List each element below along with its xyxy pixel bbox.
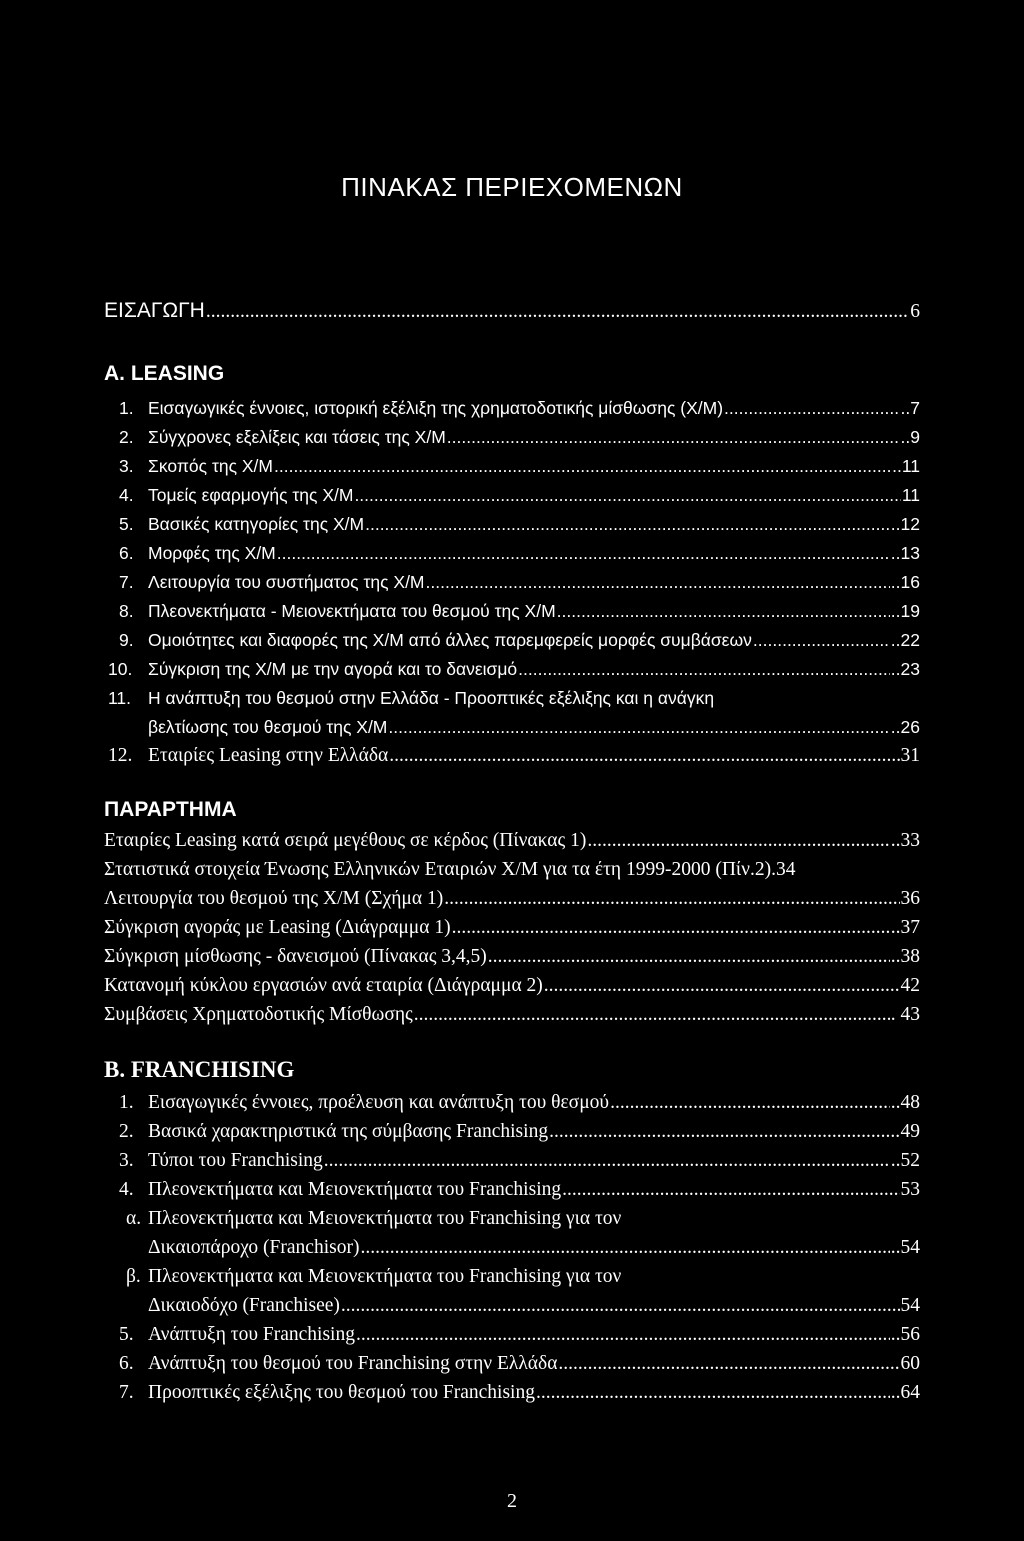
dot-leader (365, 509, 890, 539)
page-ref: ..12 (890, 514, 920, 534)
toc-entry[interactable] (104, 1320, 920, 1350)
toc-entry-intro[interactable] (104, 296, 920, 326)
item-title: Σύγκριση της Χ/Μ με την αγορά και το δανεισμό (148, 659, 518, 679)
dot-leader (610, 1088, 890, 1118)
toc-entry-continuation[interactable] (104, 712, 920, 742)
item-title: Σύγχρονες εξελίξεις και τάσεις της Χ/Μ (148, 427, 446, 447)
dot-leader (452, 913, 890, 943)
toc-entry[interactable] (104, 625, 920, 655)
page-ref: ..56 (890, 1324, 920, 1345)
item-title: Πλεονεκτήματα και Μειονεκτήματα του Franchising για τον (148, 1208, 622, 1229)
dot-leader (549, 1117, 899, 1147)
dot-leader (356, 1320, 890, 1350)
dot-leader (389, 741, 899, 771)
item-title: Πλεονεκτήματα - Μειονεκτήματα του θεσμού της Χ/Μ (148, 601, 556, 621)
item-title: Βασικά χαρακτηριστικά της σύμβασης Franchising (148, 1121, 549, 1142)
item-number: 3. (119, 1150, 134, 1171)
toc-entry[interactable] (104, 393, 920, 423)
item-title: Ανάπτυξη του Franchising (148, 1324, 355, 1345)
item-title: Πλεονεκτήματα και Μειονεκτήματα του Franchising (148, 1179, 562, 1200)
item-title: Μορφές της Χ/Μ (148, 543, 276, 563)
page-ref: ..9 (900, 427, 920, 447)
item-title: Πλεονεκτήματα και Μειονεκτήματα του Franchising για τον (148, 1266, 622, 1287)
item-number: 4. (119, 1179, 134, 1200)
page-ref: ..33 (890, 830, 920, 851)
dot-leader (324, 1146, 890, 1176)
dot-leader (426, 567, 890, 597)
toc-entry[interactable] (104, 1378, 920, 1408)
toc-entry[interactable] (104, 422, 920, 452)
page-ref: ..22 (890, 630, 920, 650)
item-title-continued: Δικαιοπάροχο (Franchisor) (148, 1237, 360, 1258)
toc-entry[interactable] (104, 1000, 920, 1030)
page-ref: ..38 (890, 946, 920, 967)
item-title: Τομείς εφαρμογής της Χ/Μ (148, 485, 354, 505)
page-ref: ..37 (890, 917, 920, 938)
item-number: β. (126, 1266, 141, 1287)
page-ref: ..26 (890, 717, 920, 737)
toc-entry[interactable] (104, 971, 920, 1001)
dot-leader (277, 538, 890, 568)
page-ref: ..11 (892, 456, 920, 476)
toc-entry[interactable] (104, 884, 920, 914)
item-number: 5. (119, 1324, 134, 1345)
page-ref: 31 (900, 745, 920, 766)
dot-leader (562, 1175, 899, 1205)
item-number: 2. (119, 1121, 134, 1142)
toc-entry[interactable] (104, 1088, 920, 1118)
page-ref: 6 (910, 301, 920, 322)
dot-leader (557, 596, 890, 626)
toc-entry[interactable] (104, 855, 920, 885)
item-title: Σύγκριση μίσθωσης - δανεισμού (Πίνακας 3,4,5) (104, 946, 487, 967)
item-number: 4. (119, 485, 134, 505)
dot-leader (544, 971, 900, 1001)
item-number: 9. (119, 630, 134, 650)
item-title: Τύποι του Franchising (148, 1150, 323, 1171)
item-number: 10. (108, 659, 133, 679)
item-title: Εταιρίες Leasing κατά σειρά μεγέθους σε κέρδος (Πίνακας 1) (104, 830, 587, 851)
dot-leader (414, 1000, 890, 1030)
page-ref: 36 (900, 888, 920, 909)
dot-leader (444, 884, 899, 914)
item-title: Κατανομή κύκλου εργασιών ανά εταιρία (Διάγραμμα 2) (104, 975, 543, 996)
toc-entry[interactable] (104, 683, 920, 713)
toc-entry[interactable] (104, 509, 920, 539)
item-number: 8. (119, 601, 134, 621)
dot-leader (753, 625, 890, 655)
item-number: 6. (119, 543, 134, 563)
page-ref: . 43 (890, 1004, 920, 1025)
section-heading-appendix: ΠΑΡΑΡΤΗΜΑ (104, 798, 237, 821)
toc-entry[interactable] (104, 1262, 920, 1292)
dot-leader (724, 393, 900, 423)
item-number: 6. (119, 1353, 134, 1374)
dot-leader (388, 712, 889, 742)
item-title: Η ανάπτυξη του θεσμού στην Ελλάδα - Προοπτικές εξέλιξης και η ανάγκη (148, 688, 715, 708)
toc-entry[interactable] (104, 567, 920, 597)
toc-entry[interactable] (104, 480, 920, 510)
toc-entry[interactable] (104, 1117, 920, 1147)
toc-entry[interactable] (104, 538, 920, 568)
item-title: Ομοιότητες και διαφορές της Χ/Μ από άλλες παρεμφερείς μορφές συμβάσεων (148, 630, 752, 650)
item-title: Εισαγωγικές έννοιες, ιστορική εξέλιξη της χρηματοδοτικής μίσθωσης (Χ/Μ) (148, 398, 724, 418)
item-title: Προοπτικές εξέλιξης του θεσμού του Franchising (148, 1382, 535, 1403)
page-ref: ..19 (890, 601, 920, 621)
dot-leader (558, 1349, 899, 1379)
item-title: Εισαγωγικές έννοιες, προέλευση και ανάπτυξη του θεσμού (148, 1092, 610, 1113)
item-title: Λειτουργία του θεσμού της Χ/Μ (Σχήμα 1) (104, 888, 444, 909)
toc-entry[interactable] (104, 1175, 920, 1205)
page-title: ΠΙΝΑΚΑΣ ΠΕΡΙΕΧΟΜΕΝΩΝ (341, 172, 683, 202)
item-title-continued: βελτίωσης του θεσμού της Χ/Μ (148, 717, 388, 737)
item-title: Σύγκριση αγοράς με Leasing (Διάγραμμα 1) (104, 917, 451, 938)
dot-leader (354, 480, 900, 510)
page-ref: 11 (901, 485, 920, 505)
page-ref: ..54 (890, 1237, 920, 1258)
toc-entry-continuation[interactable] (104, 1291, 920, 1321)
intro-label: ΕΙΣΑΓΩΓΗ (104, 299, 205, 322)
toc-entry[interactable] (104, 1349, 920, 1379)
page-ref: ..52 (890, 1150, 920, 1171)
dot-leader (518, 654, 890, 684)
item-number: 1. (119, 398, 134, 418)
toc-entry[interactable] (104, 1146, 920, 1176)
page-ref: ..64 (890, 1382, 920, 1403)
item-number: 7. (119, 572, 134, 592)
item-title: Βασικές κατηγορίες της Χ/Μ (148, 514, 365, 534)
toc-entry[interactable] (104, 913, 920, 943)
page-number: 2 (507, 1490, 517, 1512)
item-number: 5. (119, 514, 134, 534)
toc-entry[interactable] (104, 826, 920, 856)
item-title: Στατιστικά στοιχεία Ένωσης Ελληνικών Εταιριών Χ/Μ για τα έτη 1999-2000 (Πίν.2).34 (104, 859, 796, 880)
item-title: Λειτουργία του συστήματος της Χ/Μ (148, 572, 425, 592)
item-number: 7. (119, 1382, 134, 1403)
item-number: 12. (108, 745, 133, 766)
page-ref: ..48 (890, 1092, 920, 1113)
section-heading-franchising: Β. FRANCHISING (104, 1057, 295, 1082)
dot-leader (206, 297, 909, 327)
toc-entry[interactable] (104, 942, 920, 972)
page-ref: ..16 (890, 572, 920, 592)
dot-leader (274, 451, 891, 481)
item-number: 3. (119, 456, 134, 476)
dot-leader (341, 1291, 900, 1321)
toc-entry[interactable] (104, 654, 920, 684)
toc-entry[interactable] (104, 741, 920, 771)
item-number: α. (126, 1208, 142, 1229)
item-title: Συμβάσεις Χρηματοδοτικής Μίσθωσης (104, 1004, 413, 1025)
item-number: 1. (119, 1092, 134, 1113)
dot-leader (536, 1378, 890, 1408)
toc-entry[interactable] (104, 1204, 920, 1234)
item-number: 11. (108, 688, 132, 708)
item-title: Εταιρίες Leasing στην Ελλάδα (148, 745, 389, 766)
dot-leader (360, 1233, 889, 1263)
toc-entry[interactable] (104, 451, 920, 481)
item-number: 2. (119, 427, 134, 447)
page-ref: 49 (900, 1121, 920, 1142)
dot-leader (488, 942, 890, 972)
page-ref: ..7 (900, 398, 920, 418)
dot-leader (447, 422, 900, 452)
item-title: Ανάπτυξη του θεσμού του Franchising στην Ελλάδα (148, 1353, 558, 1374)
page-ref: 60 (900, 1353, 920, 1374)
dot-leader (587, 826, 889, 856)
page-ref: 53 (900, 1179, 920, 1200)
page-ref: ..23 (890, 659, 920, 679)
toc-entry-continuation[interactable] (104, 1233, 920, 1263)
section-heading-leasing: Α. LEASING (104, 362, 225, 385)
page-ref: 54 (900, 1295, 920, 1316)
item-title: Σκοπός της Χ/Μ (148, 456, 273, 476)
item-title-continued: Δικαιοδόχο (Franchisee) (148, 1295, 340, 1316)
page-ref: 42 (900, 975, 920, 996)
toc-entry[interactable] (104, 596, 920, 626)
page-ref: ..13 (890, 543, 920, 563)
